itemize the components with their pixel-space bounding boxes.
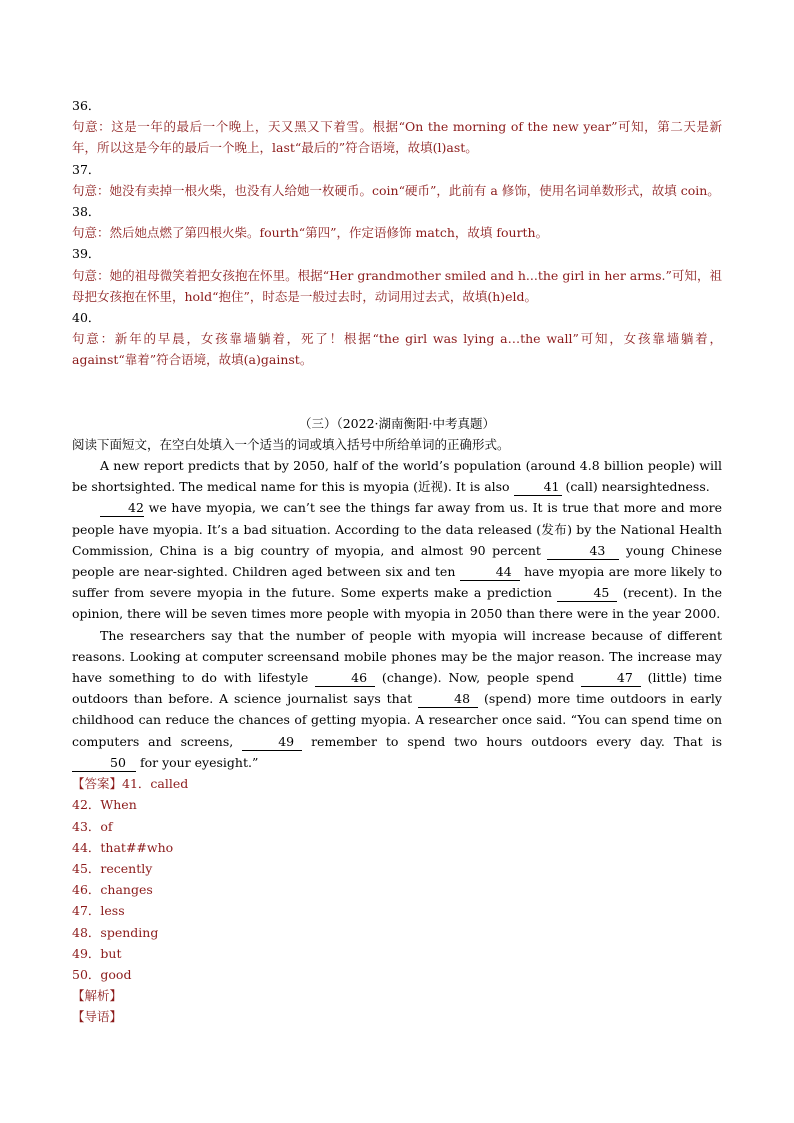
explanation-40 bbox=[72, 307, 722, 371]
explanation-36 bbox=[72, 95, 722, 159]
explanation-37 bbox=[72, 159, 722, 201]
answer-item: 41．called bbox=[122, 776, 189, 792]
blank-45: 45 bbox=[557, 585, 617, 602]
blank-43: 43 bbox=[547, 543, 619, 560]
answer-item: 43．of bbox=[72, 818, 113, 834]
question-number: 36． bbox=[72, 98, 101, 113]
guide-label: 【导语】 bbox=[72, 1009, 123, 1025]
explanation-text: 句意：她的祖母微笑着把女孩抱在怀里。根据“Her grandmother smiled and h...the girl in her arms.”可知，祖母把女孩抱在怀里，hold“抱住”，时态是一般过去时，动词用过去式，故填(h)eld。 bbox=[72, 267, 722, 304]
answer-item: 45．recently bbox=[72, 860, 153, 876]
explanation-text: 句意：这是一年的最后一个晚上，天又黑又下着雪。根据“On the morning of the new year”可知，第二天是新年，所以这是今年的最后一个晚上，last“最后的”符合语境，故填(l)ast。 bbox=[72, 119, 722, 156]
answer-header bbox=[72, 773, 722, 794]
question-number: 37． bbox=[72, 161, 101, 177]
explanation-38 bbox=[72, 201, 722, 243]
blank-48: 48 bbox=[418, 691, 478, 708]
answer-item: 46．changes bbox=[72, 882, 153, 898]
answer-item: 47．less bbox=[72, 903, 125, 919]
blank-42: 42 bbox=[100, 500, 144, 517]
section-instruction: 阅读下面短文，在空白处填入一个适当的词或填入括号中所给单词的正确形式。 bbox=[72, 436, 510, 452]
answer-item: 42．When bbox=[72, 797, 137, 813]
question-number: 39． bbox=[72, 246, 101, 262]
blank-41: 41 bbox=[514, 479, 562, 496]
answer-item: 49．but bbox=[72, 945, 122, 961]
section-title: （三）（2022·湖南衡阳·中考真题） bbox=[298, 415, 495, 431]
answer-label: 【答案】 bbox=[72, 776, 123, 792]
explanation-text: 句意：新年的早晨，女孩靠墙躺着，死了！根据“the girl was lying a…the wall”可知，女孩靠墙躺着，against“靠着”符合语境，故填(a)gainst。 bbox=[72, 331, 722, 368]
document-body bbox=[72, 95, 722, 1028]
blank-50: 50 bbox=[72, 755, 136, 772]
analysis-label: 【解析】 bbox=[72, 988, 123, 1004]
blank-44: 44 bbox=[460, 564, 520, 581]
blank-47: 47 bbox=[581, 670, 641, 687]
question-number: 38． bbox=[72, 204, 101, 220]
blank-46: 46 bbox=[315, 670, 375, 687]
answer-item: 44．that##who bbox=[72, 839, 174, 855]
answer-item: 50．good bbox=[72, 966, 132, 982]
question-number: 40． bbox=[72, 310, 101, 326]
passage-paragraph-1: A new report predicts that by 2050, half of the world’s population (around 4.8 billion people) will be shortsighted. The medical name for this is myopia (近视). It is also 41 (call) nearsightedness. bbox=[72, 458, 722, 495]
passage-paragraph-3: The researchers say that the number of people with myopia will increase because of different reasons. Looking at computer screensand mobile phones may be the major reason. The increase may have something to do with lifestyle 46 (change). Now, people spend 47 (little) time outdoors than before. A science journalist says that 48 (spend) more time outdoors in early childhood can reduce the chances of getting myopia. A researcher once said. “You can spend time on computers and screens, 49 remember to spend two hours outdoors every day. That is 50 for your eyesight.” bbox=[72, 627, 722, 770]
explanation-text: 句意：然后她点燃了第四根火柴。fourth“第四”，作定语修饰 match，故填 fourth。 bbox=[72, 225, 549, 241]
answer-item: 48．spending bbox=[72, 924, 159, 940]
blank-49: 49 bbox=[242, 734, 302, 751]
explanation-39 bbox=[72, 243, 722, 307]
explanation-text: 句意：她没有卖掉一根火柴，也没有人给她一枚硬币。coin“硬币”，此前有 a 修饰，使用名词单数形式，故填 coin。 bbox=[72, 182, 720, 198]
passage-paragraph-2: 42 we have myopia, we can’t see the things far away from us. It is true that more and more people have myopia. It’s a bad situation. According to the data released (发布) by the National Health Commission, China is a big country of myopia, and almost 90 percent 43 young Chinese people are near-sighted. Children aged between six and ten 44 have myopia are more likely to suffer from severe myopia in the future. Some experts make a prediction 45 (recent). In the opinion, there will be seven times more people with myopia in 2050 than there were in the year 2000. bbox=[72, 500, 723, 622]
